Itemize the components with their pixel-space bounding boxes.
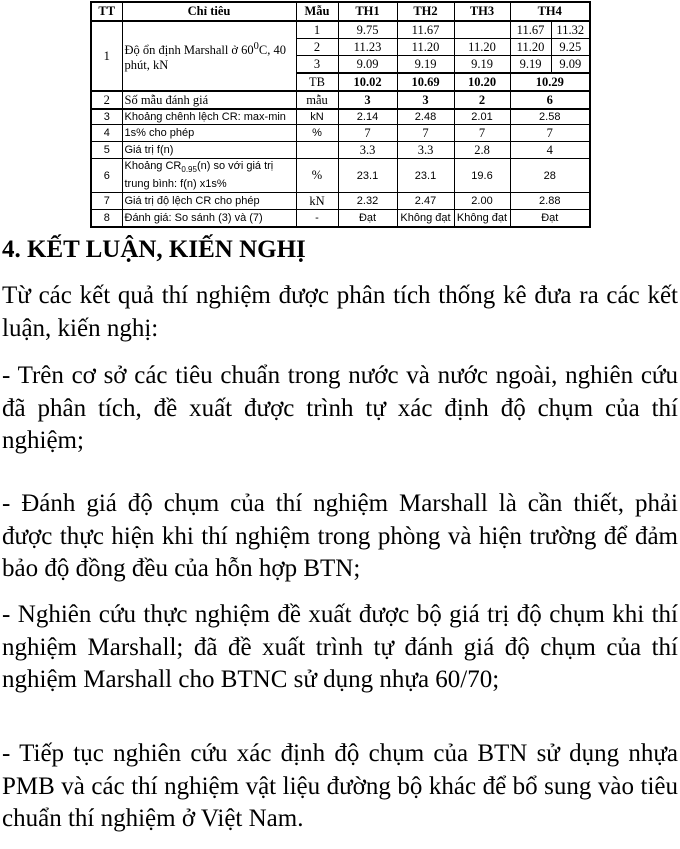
sample-number: 2 xyxy=(296,39,338,56)
th4-value: 6 xyxy=(510,91,590,109)
th4-value: 7 xyxy=(510,125,590,142)
th2-average: 10.69 xyxy=(397,73,454,91)
th2-value: Không đạt xyxy=(397,210,454,228)
row-criterion: Số mẫu đánh giá xyxy=(122,91,296,109)
table-row xyxy=(91,125,590,142)
header-sample: Mẫu xyxy=(296,2,338,21)
th3-value: 19.6 xyxy=(454,159,510,193)
th4-value: Đạt xyxy=(510,210,590,228)
th1-value: 2.32 xyxy=(338,193,397,210)
th1-value: 3.3 xyxy=(338,142,397,159)
header-th2: TH2 xyxy=(397,2,454,21)
th4a-value: 11.67 xyxy=(510,21,551,39)
conclusion-paragraph: - Trên cơ sở các tiêu chuẩn trong nước và nước ngoài, nghiên cứu đã phân tích, đề xuất được trình tự xác định độ chụm của thí nghiệm; xyxy=(2,362,678,454)
criterion-text: Khoảng CR xyxy=(124,160,182,172)
th4-value: 2.88 xyxy=(510,193,590,210)
subscript: 0.95 xyxy=(181,165,197,175)
th3-value: 2.8 xyxy=(454,142,510,159)
th4a-value: 9.19 xyxy=(510,56,551,74)
table-row xyxy=(91,21,590,39)
th1-value: 7 xyxy=(338,125,397,142)
th2-value: 3 xyxy=(397,91,454,109)
marshall-stability-table xyxy=(90,1,590,228)
header-th3: TH3 xyxy=(454,2,510,21)
row-unit: - xyxy=(296,210,338,228)
row-criterion xyxy=(122,159,296,193)
superscript: 0 xyxy=(253,40,259,52)
th1-value: 2.14 xyxy=(338,109,397,125)
conclusion-paragraph: - Đánh giá độ chụm của thí nghiệm Marshall là cần thiết, phải được thực hiện khi thí nghiệm trong phòng và hiện trường để đảm bảo độ đồng đều của hỗn hợp BTN; xyxy=(2,490,678,582)
header-th1: TH1 xyxy=(338,2,397,21)
th1-value: 3 xyxy=(338,91,397,109)
sample-number: 1 xyxy=(296,21,338,39)
row-tt: 5 xyxy=(91,142,122,159)
table-row xyxy=(91,142,590,159)
table-row xyxy=(91,210,590,228)
th1-average: 10.02 xyxy=(338,73,397,91)
row1-criterion xyxy=(122,21,296,91)
th4-value: 28 xyxy=(510,159,590,193)
row-tt: 3 xyxy=(91,109,122,125)
th1-value: 9.75 xyxy=(338,21,397,39)
row-unit: % xyxy=(296,159,338,193)
th4-average: 10.29 xyxy=(510,73,590,91)
row-criterion: Đánh giá: So sánh (3) và (7) xyxy=(122,210,296,228)
table-row xyxy=(91,109,590,125)
table-row xyxy=(91,193,590,210)
th2-value: 7 xyxy=(397,125,454,142)
header-th4: TH4 xyxy=(510,2,590,21)
th4b-value: 11.32 xyxy=(551,21,590,39)
th3-value xyxy=(454,21,510,39)
th3-value: 9.19 xyxy=(454,56,510,74)
criterion-text: C, 40 xyxy=(258,43,286,58)
th1-value: 23.1 xyxy=(338,159,397,193)
criterion-text: (n) so với giá trị trung bình: f(n) x1s% xyxy=(124,160,274,191)
table-row xyxy=(91,91,590,109)
th1-value: 9.09 xyxy=(338,56,397,74)
sample-number: 3 xyxy=(296,56,338,74)
row-unit: mẫu xyxy=(296,91,338,109)
row-tt: 7 xyxy=(91,193,122,210)
row1-tt: 1 xyxy=(91,21,122,91)
th3-value: 2.01 xyxy=(454,109,510,125)
header-criterion: Chỉ tiêu xyxy=(122,2,296,21)
criterion-text: phút, kN xyxy=(124,58,169,73)
intro-paragraph: Từ các kết quả thí nghiệm được phân tích thống kê đưa ra các kết luận, kiến nghị: xyxy=(2,282,678,342)
th3-average: 10.20 xyxy=(454,73,510,91)
th3-value: 2.00 xyxy=(454,193,510,210)
th1-value: Đạt xyxy=(338,210,397,228)
conclusion-paragraph: - Nghiên cứu thực nghiệm đề xuất được bộ giá trị độ chụm khi thí nghiệm Marshall; đã đề xuất trình tự đánh giá độ chụm của thí nghiệm Marshall cho BTNC sử dụng nhựa 60/70; xyxy=(2,601,678,693)
th2-value: 2.48 xyxy=(397,109,454,125)
row-tt: 4 xyxy=(91,125,122,142)
th2-value: 2.47 xyxy=(397,193,454,210)
sample-average-label: TB xyxy=(296,73,338,91)
row-criterion: 1s% cho phép xyxy=(122,125,296,142)
row-unit: kN xyxy=(296,193,338,210)
row-criterion: Giá trị f(n) xyxy=(122,142,296,159)
recommendation-paragraph: - Tiếp tục nghiên cứu xác định độ chụm của BTN sử dụng nhựa PMB và các thí nghiệm vật liệu đường bộ khác để bổ sung vào tiêu chuẩn thí nghiệm ở Việt Nam. xyxy=(2,740,678,832)
header-tt: TT xyxy=(91,2,122,21)
row-criterion: Khoảng chênh lệch CR: max-min xyxy=(122,109,296,125)
th4b-value: 9.25 xyxy=(551,39,590,56)
th4b-value: 9.09 xyxy=(551,56,590,74)
row-unit: kN xyxy=(296,109,338,125)
th2-value: 11.67 xyxy=(397,21,454,39)
th1-value: 11.23 xyxy=(338,39,397,56)
th3-value: 2 xyxy=(454,91,510,109)
row-criterion: Giá trị độ lệch CR cho phép xyxy=(122,193,296,210)
th3-value: Không đạt xyxy=(454,210,510,228)
th2-value: 9.19 xyxy=(397,56,454,74)
row-unit xyxy=(296,142,338,159)
th4-value: 2.58 xyxy=(510,109,590,125)
table-row xyxy=(91,159,590,193)
th2-value: 23.1 xyxy=(397,159,454,193)
th2-value: 3.3 xyxy=(397,142,454,159)
table-header-row xyxy=(91,2,590,21)
row-tt: 2 xyxy=(91,91,122,109)
criterion-text: Độ ổn định Marshall ở 60 xyxy=(124,43,254,58)
row-tt: 8 xyxy=(91,210,122,228)
th3-value: 11.20 xyxy=(454,39,510,56)
th4-value: 4 xyxy=(510,142,590,159)
row-unit: % xyxy=(296,125,338,142)
section-heading: 4. KẾT LUẬN, KIẾN NGHỊ xyxy=(2,236,306,263)
row-tt: 6 xyxy=(91,159,122,193)
th2-value: 11.20 xyxy=(397,39,454,56)
th3-value: 7 xyxy=(454,125,510,142)
th4a-value: 11.20 xyxy=(510,39,551,56)
